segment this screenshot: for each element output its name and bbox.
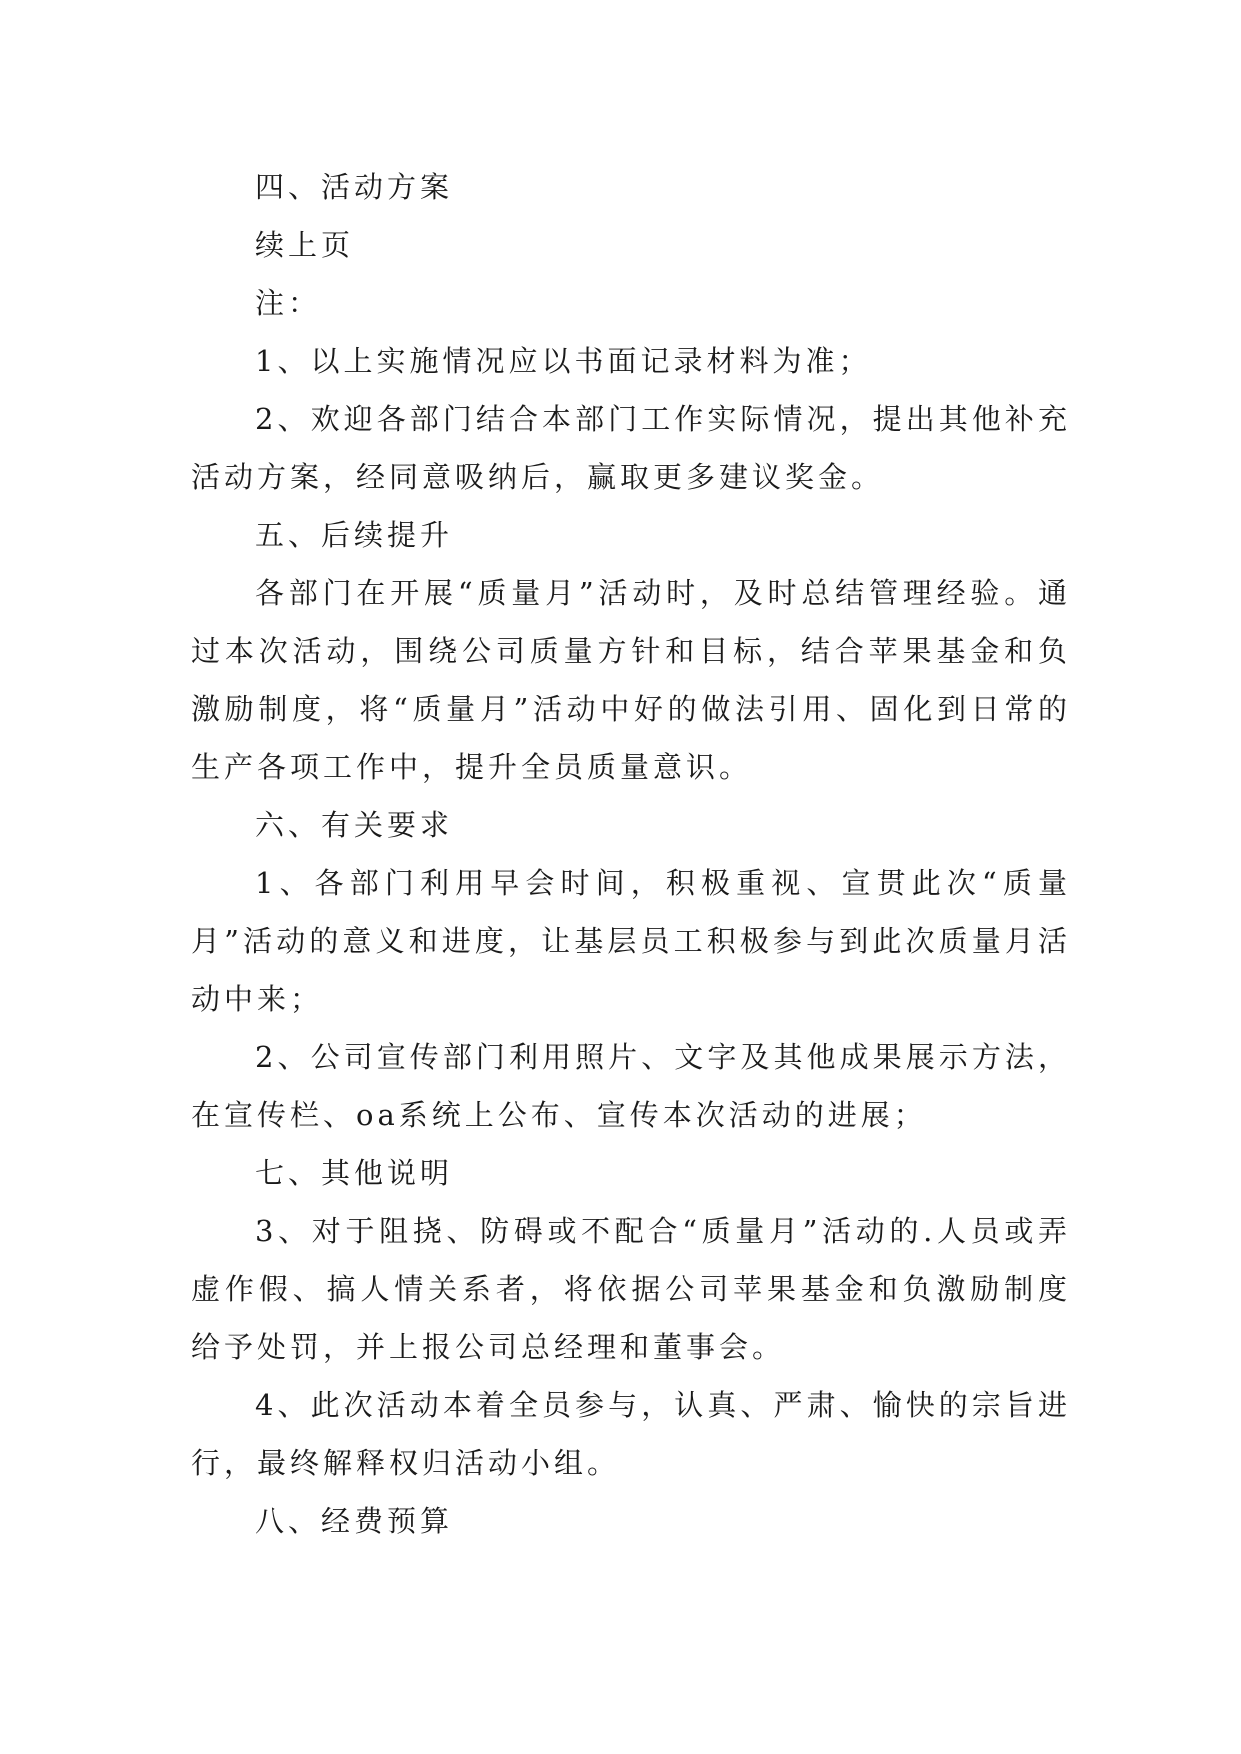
note-item-2: 2、欢迎各部门结合本部门工作实际情况，提出其他补充活动方案，经同意吸纳后，赢取更多建议奖金。 (191, 402, 1071, 494)
section-heading-activity-plan: 四、活动方案 (255, 170, 454, 204)
other-note-item-4: 4、此次活动本着全员参与，认真、严肃、愉快的宗旨进行，最终解释权归活动小组。 (191, 1388, 1071, 1480)
continued-note: 续上页 (255, 228, 355, 262)
section-heading-follow-up: 五、后续提升 (255, 518, 454, 552)
document-body (191, 158, 1071, 1550)
requirement-item-1: 1、各部门利用早会时间，积极重视、宣贯此次“质量月”活动的意义和进度，让基层员工积极参与到此次质量月活动中来； (191, 866, 1071, 1016)
note-item-1: 1、以上实施情况应以书面记录材料为准； (255, 344, 872, 378)
other-note-item-3: 3、对于阻挠、防碍或不配合“质量月”活动的.人员或弄虚作假、搞人情关系者，将依据公司苹果基金和负激励制度给予处罚，并上报公司总经理和董事会。 (191, 1214, 1071, 1364)
section-heading-requirements: 六、有关要求 (255, 808, 454, 842)
note-label: 注： (255, 286, 322, 320)
section-heading-other-notes: 七、其他说明 (255, 1156, 454, 1190)
requirement-item-2: 2、公司宣传部门利用照片、文字及其他成果展示方法，在宣传栏、oa系统上公布、宣传本次活动的进展； (191, 1040, 1071, 1132)
section-heading-budget: 八、经费预算 (255, 1504, 454, 1538)
follow-up-paragraph: 各部门在开展“质量月”活动时，及时总结管理经验。通过本次活动，围绕公司质量方针和目标，结合苹果基金和负激励制度，将“质量月”活动中好的做法引用、固化到日常的生产各项工作中，提升全员质量意识。 (191, 576, 1071, 784)
